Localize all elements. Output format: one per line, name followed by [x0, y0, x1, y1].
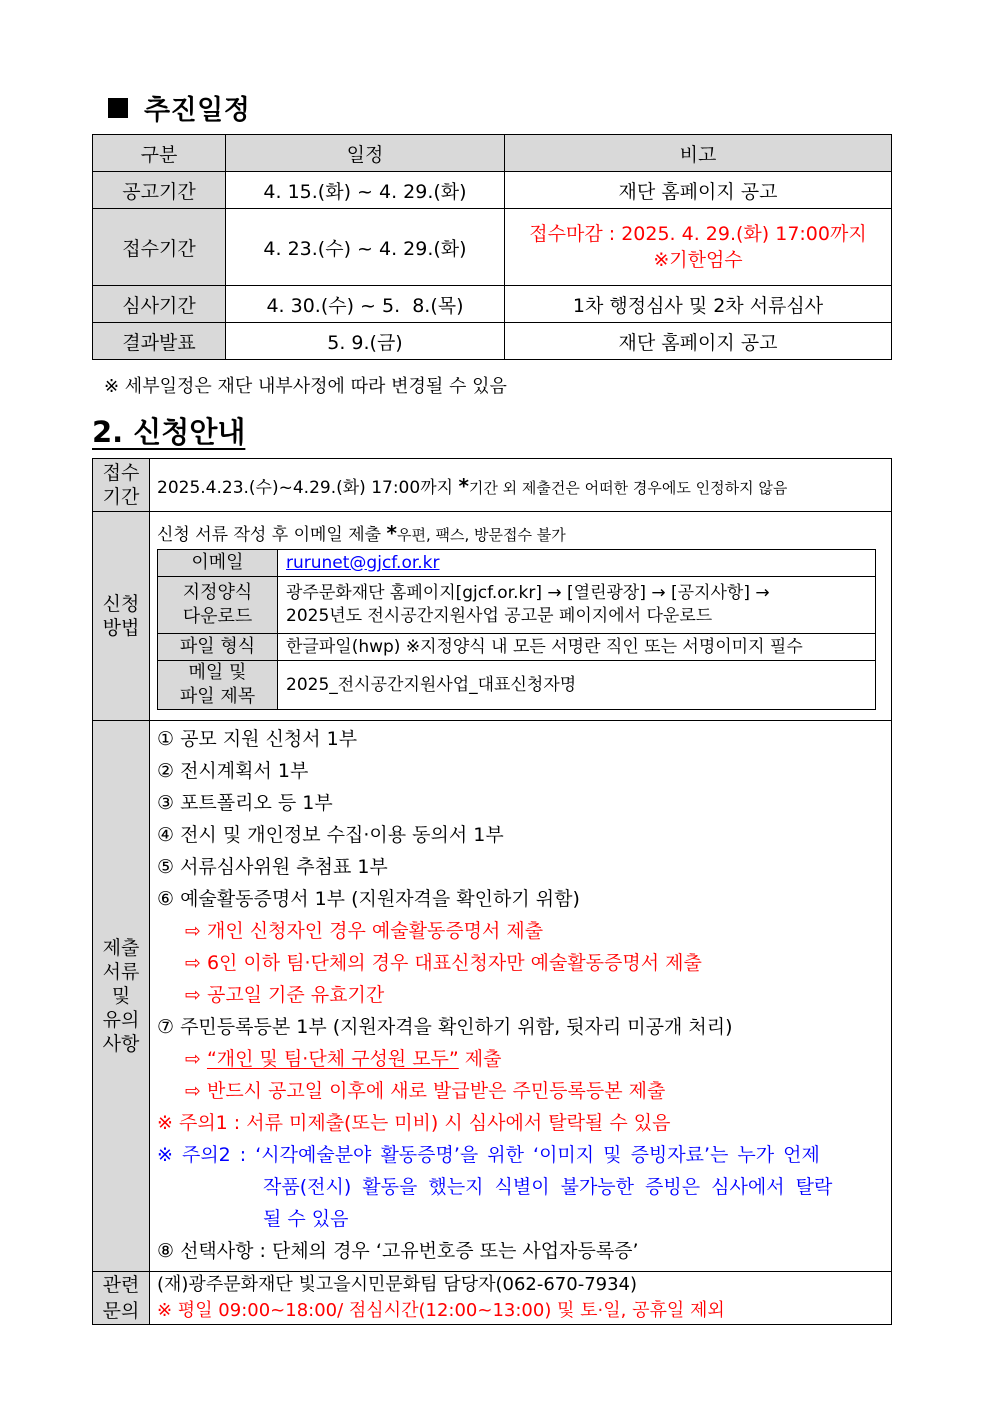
period-value: [150, 459, 892, 512]
section-title-text: 추진일정: [144, 95, 251, 126]
caution-1: ※ 주의1 : 서류 미제출(또는 미비) 시 심사에서 탈락될 수 있음: [157, 1112, 671, 1134]
contact-hours: ※ 평일 09:00~18:00/ 점심시간(12:00~13:00) 및 토·일, 공휴일 제외: [157, 1300, 725, 1321]
period-small-text: 기간 외 제출건은 어떠한 경우에도 인정하지 않음: [468, 478, 788, 497]
section-title-schedule: [108, 88, 250, 127]
deadline-strict-text: ※기한엄수: [653, 249, 743, 271]
schedule-row: [93, 209, 892, 286]
arrow-prefix: ⇨: [185, 1048, 207, 1070]
row-remark: [505, 209, 892, 286]
list-item: ③ 포트폴리오 등 1부: [157, 792, 333, 814]
method-heading: [157, 520, 891, 545]
title-value: 2025_전시공간지원사업_대표신청자명: [278, 661, 876, 710]
list-item: ⑤ 서류심사위원 추첨표 1부: [157, 856, 388, 878]
list-item: ② 전시계획서 1부: [157, 760, 309, 782]
method-detail-table: [157, 549, 876, 710]
list-subitem: ⇨ 공고일 기준 유효기간: [185, 984, 385, 1006]
row-date: 4. 30.(수) ~ 5. 8.(목): [226, 286, 505, 323]
all-members-emphasis: “개인 및 팀·단체 구성원 모두”: [206, 1048, 459, 1070]
method-detail-row: [158, 661, 876, 710]
schedule-table: [92, 134, 892, 360]
documents-label: 제출 서류 및 유의 사항: [93, 721, 150, 1272]
download-label: 지정양식 다운로드: [158, 577, 278, 634]
header-date: 일정: [226, 135, 505, 172]
row-date: 4. 15.(화) ~ 4. 29.(화): [226, 172, 505, 209]
row-date: 4. 23.(수) ~ 4. 29.(화): [226, 209, 505, 286]
schedule-row: [93, 172, 892, 209]
email-label: 이메일: [158, 550, 278, 577]
method-small-text: 우편, 팩스, 방문접수 불가: [396, 526, 566, 544]
row-date: 5. 9.(금): [226, 323, 505, 360]
contact-value: [150, 1272, 892, 1325]
schedule-row: [93, 323, 892, 360]
list-item: ① 공모 지원 신청서 1부: [157, 728, 358, 750]
list-item: ④ 전시 및 개인정보 수집·이용 동의서 1부: [157, 824, 504, 846]
list-item: ⑦ 주민등록등본 1부 (지원자격을 확인하기 위함, 뒷자리 미공개 처리): [157, 1016, 733, 1038]
email-value: [278, 550, 876, 577]
row-remark: 재단 홈페이지 공고: [505, 172, 892, 209]
file-format-value: 한글파일(hwp) ※지정양식 내 모든 서명란 직인 또는 서명이미지 필수: [278, 634, 876, 661]
row-remark: 1차 행정심사 및 2차 서류심사: [505, 286, 892, 323]
caution-2: ※ 주의2 : ‘시각예술분야 활동증명’을 위한 ‘이미지 및 증빙자료’는 누가 언제: [157, 1144, 820, 1166]
contact-label: 관련 문의: [93, 1272, 150, 1325]
list-subitem: [157, 1043, 891, 1075]
submit-suffix: 제출: [458, 1048, 502, 1070]
method-main-text: 신청 서류 작성 후 이메일 제출: [157, 525, 387, 545]
documents-row: [93, 721, 892, 1272]
deadline-text: 접수마감 : 2025. 4. 29.(화) 17:00까지: [529, 223, 867, 245]
list-subitem: ⇨ 6인 이하 팀·단체의 경우 대표신청자만 예술활동증명서 제출: [185, 952, 702, 974]
header-remark: 비고: [505, 135, 892, 172]
list-subitem: ⇨ 반드시 공고일 이후에 새로 발급받은 주민등록등본 제출: [185, 1080, 666, 1102]
row-label: 공고기간: [93, 172, 226, 209]
method-row: [93, 512, 892, 721]
schedule-header-row: [93, 135, 892, 172]
caution-2-continued: 작품(전시) 활동을 했는지 식별이 불가능한 증빙은 심사에서 탈락: [263, 1176, 833, 1198]
schedule-note: ※ 세부일정은 재단 내부사정에 따라 변경될 수 있음: [104, 376, 507, 397]
row-remark: 재단 홈페이지 공고: [505, 323, 892, 360]
row-label: 결과발표: [93, 323, 226, 360]
list-subitem: ⇨ 개인 신청자인 경우 예술활동증명서 제출: [185, 920, 544, 942]
download-value: 광주문화재단 홈페이지[gjcf.or.kr] → [열린광장] → [공지사항] → 2025년도 전시공간지원사업 공고문 페이지에서 다운로드: [278, 577, 876, 634]
email-link[interactable]: rurunet@gjcf.or.kr: [286, 552, 440, 573]
header-category: 구분: [93, 135, 226, 172]
caution-2-continued: 될 수 있음: [263, 1208, 349, 1230]
period-main-text: 2025.4.23.(수)~4.29.(화) 17:00까지: [157, 477, 459, 498]
period-label: 접수 기간: [93, 459, 150, 512]
schedule-row: [93, 286, 892, 323]
application-info-table: [92, 458, 892, 1325]
method-label: 신청 방법: [93, 512, 150, 721]
contact-line: (재)광주문화재단 빛고을시민문화팀 담당자(062-670-7934): [157, 1274, 638, 1295]
documents-value: [150, 721, 892, 1272]
section-title-application: 2. 신청안내: [92, 415, 246, 449]
method-star: *: [386, 521, 397, 545]
square-bullet-icon: [108, 98, 128, 118]
method-value: [150, 512, 892, 721]
contact-row: [93, 1272, 892, 1325]
method-detail-row: [158, 550, 876, 577]
period-row: [93, 459, 892, 512]
file-format-label: 파일 형식: [158, 634, 278, 661]
list-item: ⑧ 선택사항 : 단체의 경우 ‘고유번호증 또는 사업자등록증’: [157, 1240, 639, 1262]
title-label: 메일 및 파일 제목: [158, 661, 278, 710]
row-label: 심사기간: [93, 286, 226, 323]
method-detail-row: [158, 577, 876, 634]
method-detail-row: [158, 634, 876, 661]
period-star: *: [458, 473, 469, 498]
list-item: ⑥ 예술활동증명서 1부 (지원자격을 확인하기 위함): [157, 888, 580, 910]
row-label: 접수기간: [93, 209, 226, 286]
